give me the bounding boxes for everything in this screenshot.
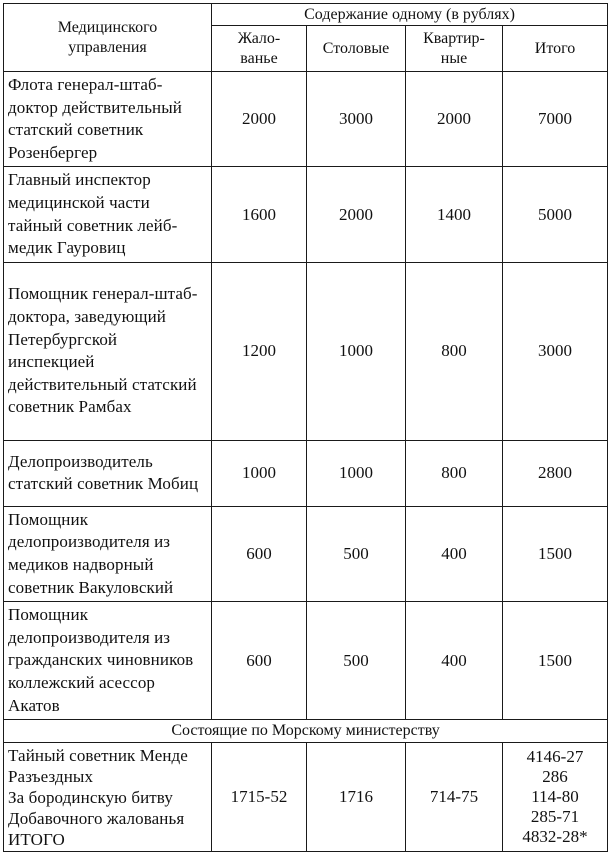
last-row-line: Добавочного жалованья xyxy=(8,808,185,828)
header-table-money-text: Столовые xyxy=(322,39,390,57)
row-name: Помощник делопроизводителя из гражданских чиновников коллежский асессор Акатов xyxy=(4,602,212,720)
row-salary: 1600 xyxy=(212,167,307,262)
row-salary: 600 xyxy=(212,602,307,720)
section-row xyxy=(4,720,608,743)
row-total: 7000 xyxy=(503,72,608,167)
row-total: 3000 xyxy=(503,262,608,440)
last-row-line: Разъездных xyxy=(8,766,94,786)
table-row-last xyxy=(4,743,608,852)
header-name-cell xyxy=(4,4,212,72)
row-housing: 800 xyxy=(406,440,503,506)
row-name: Делопроизводитель статский советник Мобиц xyxy=(4,440,212,506)
row-total: 2800 xyxy=(503,440,608,506)
row-name: Главный инспектор медицинской части тайный советник лейб-медик Гауровиц xyxy=(4,167,212,262)
table-row xyxy=(4,602,608,720)
row-table-money: 500 xyxy=(307,602,406,720)
header-housing-text: Квартир-ные xyxy=(423,29,485,67)
row-housing: 800 xyxy=(406,262,503,440)
header-group-text: Содержание одному (в рублях) xyxy=(304,5,515,23)
last-row-totals-cell xyxy=(503,743,608,852)
row-salary: 600 xyxy=(212,506,307,601)
row-table-money: 1000 xyxy=(307,440,406,506)
header-row-1 xyxy=(4,4,608,26)
row-table-money: 3000 xyxy=(307,72,406,167)
row-salary: 2000 xyxy=(212,72,307,167)
last-row-total-line: 4146-27 xyxy=(526,747,584,767)
row-name: Флота генерал-штаб-доктор действительный статский советник Розенбергер xyxy=(4,72,212,167)
table-row xyxy=(4,440,608,506)
table-row xyxy=(4,506,608,601)
header-total-cell xyxy=(503,26,608,72)
row-housing: 400 xyxy=(406,506,503,601)
row-table-money: 2000 xyxy=(307,167,406,262)
header-total-text: Итого xyxy=(534,39,576,57)
last-row-line: За бородинскую битву xyxy=(8,787,173,807)
last-row-table-money: 1716 xyxy=(307,743,406,852)
header-group-cell xyxy=(212,4,608,26)
row-total: 1500 xyxy=(503,506,608,601)
last-row-housing: 714-75 xyxy=(406,743,503,852)
row-total: 5000 xyxy=(503,167,608,262)
header-salary-cell xyxy=(212,26,307,72)
row-name: Помощник генерал-штаб-доктора, заведующий Петербургской инспекцией действительный статский советник Рамбах xyxy=(4,262,212,440)
header-housing-cell xyxy=(406,26,503,72)
row-total: 1500 xyxy=(503,602,608,720)
row-table-money: 500 xyxy=(307,506,406,601)
row-table-money: 1000 xyxy=(307,262,406,440)
section-title: Состоящие по Морскому министерству xyxy=(4,720,608,743)
table-row xyxy=(4,262,608,440)
row-housing: 400 xyxy=(406,602,503,720)
table-row xyxy=(4,72,608,167)
last-row-total-line: 4832-28* xyxy=(522,827,588,847)
row-housing: 1400 xyxy=(406,167,503,262)
header-table-money-cell xyxy=(307,26,406,72)
header-name-text: Медицинского управления xyxy=(57,18,158,56)
last-row-salary: 1715-52 xyxy=(212,743,307,852)
last-row-line: Тайный советник Менде xyxy=(8,745,188,765)
row-name: Помощник делопроизводителя из медиков надворный советник Вакуловский xyxy=(4,506,212,601)
header-salary-text: Жало-ванье xyxy=(237,29,281,67)
row-salary: 1000 xyxy=(212,440,307,506)
staff-salary-table xyxy=(3,3,608,852)
row-housing: 2000 xyxy=(406,72,503,167)
last-row-line: ИТОГО xyxy=(8,829,65,849)
row-salary: 1200 xyxy=(212,262,307,440)
last-row-total-line: 286 xyxy=(542,767,568,787)
last-row-total-line: 285-71 xyxy=(530,807,580,827)
table-row xyxy=(4,167,608,262)
last-row-name-cell xyxy=(4,743,212,852)
last-row-total-line: 114-80 xyxy=(531,787,579,807)
